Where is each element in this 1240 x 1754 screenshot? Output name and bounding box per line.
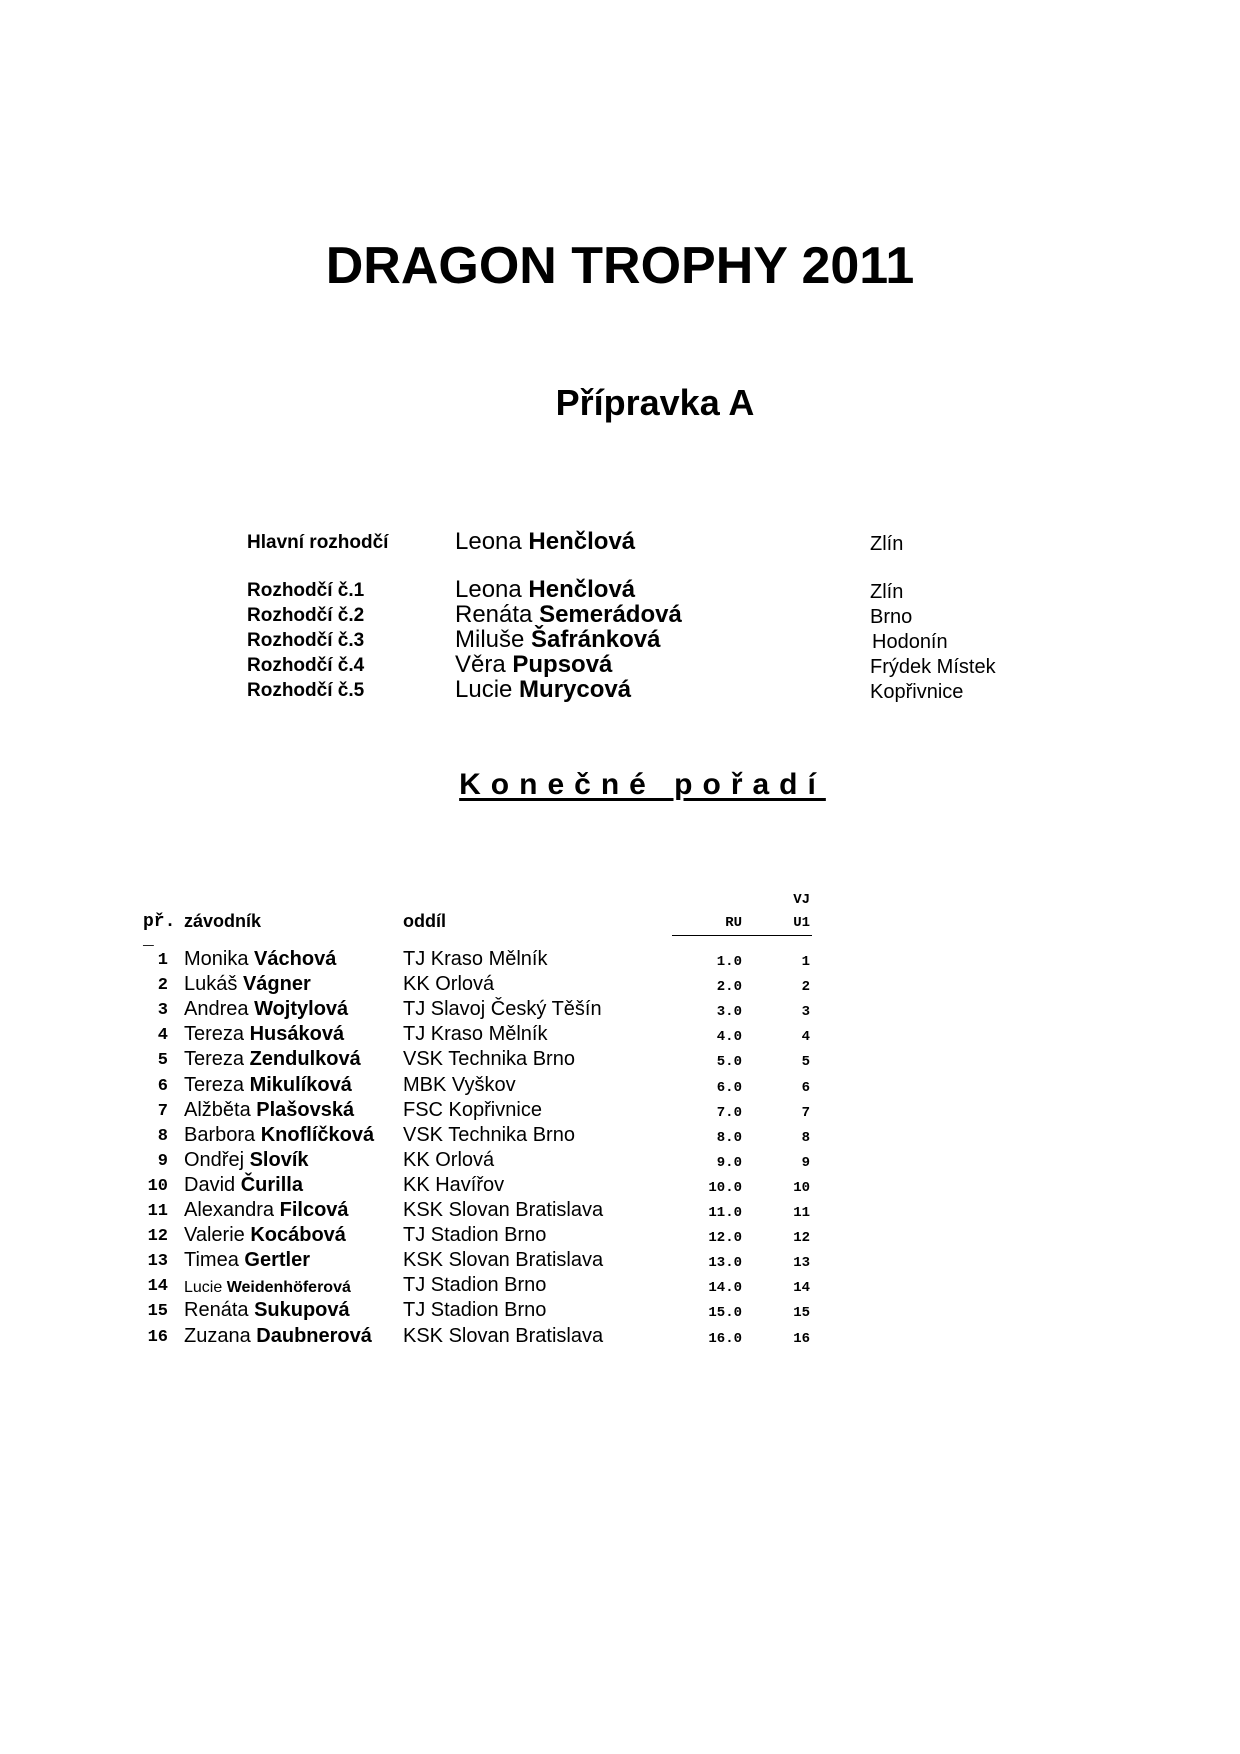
competitor-name <box>184 973 311 996</box>
competitor-name <box>184 1279 351 1297</box>
table-row <box>0 1147 1240 1172</box>
judge-city: Hodonín <box>872 631 948 653</box>
row-rank: 2 <box>157 976 168 996</box>
competitor-last-name: Filcová <box>279 1199 349 1221</box>
competitor-name <box>184 1149 309 1172</box>
competitor-first-name: Lucie <box>184 1279 223 1297</box>
row-rank: 7 <box>157 1101 168 1121</box>
judge-city: Zlín <box>870 533 904 555</box>
ru-score: 3.0 <box>716 1004 742 1021</box>
document-title: DRAGON TROPHY 2011 <box>325 237 915 295</box>
competitor-first-name: David <box>184 1173 236 1196</box>
club-name: KK Orlová <box>403 1148 495 1171</box>
judge-role: Rozhodčí č.4 <box>247 655 365 676</box>
row-rank: 15 <box>147 1302 168 1322</box>
competitor-last-name: Husáková <box>249 1023 345 1046</box>
club-name: VSK Technika Brno <box>403 1123 575 1146</box>
judge-name <box>455 651 612 679</box>
competitor-name <box>184 1325 372 1348</box>
competitor-name <box>184 1174 303 1197</box>
competitor-last-name: Weidenhöferová <box>226 1279 351 1297</box>
ru-score: 11.0 <box>708 1205 742 1221</box>
vj-score: 4 <box>801 1029 810 1046</box>
vj-score: 5 <box>801 1054 810 1071</box>
row-rank: 3 <box>157 1001 168 1021</box>
header-rank-underline: _ <box>143 930 154 950</box>
header-rule <box>672 935 812 936</box>
header-ru: RU <box>725 915 742 931</box>
judge-first-name: Věra <box>455 651 506 678</box>
row-rank: 8 <box>157 1126 168 1146</box>
judge-role: Rozhodčí č.2 <box>247 605 365 626</box>
club-name: TJ Slavoj Český Těšín <box>403 998 602 1021</box>
competitor-last-name: Sukupová <box>254 1299 350 1322</box>
ru-score: 8.0 <box>716 1129 742 1146</box>
judge-last-name: Henčlová <box>528 528 636 555</box>
results-table <box>0 880 1240 1360</box>
competitor-first-name: Alexandra <box>184 1199 275 1221</box>
table-row <box>0 1046 1240 1071</box>
judge-row-1 <box>247 576 1147 604</box>
vj-score: 13 <box>793 1255 810 1272</box>
competitor-first-name: Zuzana <box>184 1324 251 1347</box>
table-row <box>0 1122 1240 1147</box>
judge-city: Kopřivnice <box>870 681 964 703</box>
vj-score: 15 <box>793 1305 810 1322</box>
competitor-last-name: Mikulíková <box>249 1073 352 1096</box>
competitor-name <box>184 998 348 1021</box>
club-name: TJ Kraso Mělník <box>403 1023 548 1046</box>
judge-name <box>455 676 631 704</box>
judge-last-name: Murycová <box>519 676 632 703</box>
table-row <box>0 1072 1240 1097</box>
competitor-last-name: Vágner <box>242 973 311 996</box>
vj-score: 10 <box>793 1179 810 1196</box>
competitor-last-name: Slovík <box>249 1148 309 1171</box>
competitor-first-name: Tereza <box>184 1073 245 1096</box>
ru-score: 13.0 <box>708 1255 742 1272</box>
competitor-last-name: Kocábová <box>250 1224 346 1247</box>
ru-score: 14.0 <box>708 1280 742 1297</box>
vj-score: 11 <box>793 1205 810 1221</box>
table-row <box>0 946 1240 971</box>
table-row <box>0 971 1240 996</box>
row-rank: 14 <box>147 1277 168 1297</box>
vj-score: 14 <box>793 1280 810 1297</box>
club-name: TJ Stadion Brno <box>403 1274 547 1297</box>
final-standings-heading: Konečné pořadí <box>459 768 826 801</box>
table-row <box>0 1247 1240 1272</box>
competitor-name <box>184 1249 310 1272</box>
judge-row-3 <box>247 626 1147 654</box>
judge-city: Frýdek Místek <box>870 656 996 678</box>
club-name: MBK Vyškov <box>403 1073 516 1096</box>
table-row <box>0 1172 1240 1197</box>
vj-score: 6 <box>801 1079 810 1096</box>
competitor-name <box>184 1199 349 1222</box>
section-heading <box>0 768 1240 802</box>
competitor-name <box>184 1023 344 1046</box>
competitor-first-name: Barbora <box>184 1123 256 1146</box>
club-name: TJ Stadion Brno <box>403 1299 547 1322</box>
category-title: Přípravka A <box>555 382 755 423</box>
competitor-name <box>184 948 336 971</box>
competitor-first-name: Tereza <box>184 1048 245 1071</box>
table-row <box>0 1097 1240 1122</box>
table-row <box>0 1272 1240 1297</box>
competitor-last-name: Daubnerová <box>256 1324 372 1347</box>
club-name: KK Havířov <box>403 1173 505 1196</box>
judge-city: Zlín <box>870 581 904 603</box>
competitor-first-name: Alžběta <box>184 1098 251 1121</box>
judge-name <box>455 576 635 604</box>
table-row <box>0 1323 1240 1348</box>
row-rank: 13 <box>147 1252 168 1272</box>
ru-score: 15.0 <box>708 1305 742 1322</box>
competitor-name <box>184 1124 374 1147</box>
ru-score: 2.0 <box>716 979 742 996</box>
club-name: KK Orlová <box>403 973 495 996</box>
judge-first-name: Renáta <box>455 601 533 628</box>
competitor-first-name: Andrea <box>184 998 249 1021</box>
vj-score: 3 <box>801 1004 810 1021</box>
judge-city: Brno <box>870 606 913 628</box>
judge-first-name: Leona <box>455 528 522 555</box>
competitor-first-name: Valerie <box>184 1224 245 1247</box>
ru-score: 6.0 <box>716 1079 742 1096</box>
ru-score: 7.0 <box>716 1104 742 1121</box>
row-rank: 16 <box>147 1327 168 1347</box>
ru-score: 1.0 <box>716 954 742 970</box>
competitor-last-name: Zendulková <box>249 1048 361 1071</box>
club-name: KSK Slovan Bratislava <box>403 1199 604 1221</box>
table-row <box>0 996 1240 1021</box>
competitor-first-name: Renáta <box>184 1299 249 1322</box>
row-rank: 11 <box>147 1202 168 1221</box>
ru-score: 12.0 <box>708 1230 742 1247</box>
club-name: FSC Kopřivnice <box>403 1098 542 1121</box>
judge-name <box>455 626 660 654</box>
competitor-first-name: Timea <box>184 1249 239 1272</box>
judge-row-5 <box>247 676 1147 704</box>
ru-score: 9.0 <box>716 1154 742 1171</box>
ru-score: 4.0 <box>716 1029 742 1046</box>
competitor-name <box>184 1099 354 1122</box>
header-vj-bottom: U1 <box>793 915 810 931</box>
vj-score: 9 <box>801 1154 810 1171</box>
competitor-last-name: Plašovská <box>256 1098 355 1121</box>
row-rank: 5 <box>157 1051 168 1071</box>
judge-first-name: Lucie <box>455 676 513 703</box>
judge-last-name: Henčlová <box>528 576 636 603</box>
vj-score: 12 <box>793 1230 810 1247</box>
competitor-last-name: Gertler <box>244 1249 310 1272</box>
judge-last-name: Šafránková <box>531 626 661 653</box>
row-rank: 12 <box>147 1227 168 1247</box>
table-row <box>0 1222 1240 1247</box>
header-vj-top: VJ <box>793 892 810 908</box>
row-rank: 10 <box>147 1176 168 1196</box>
competitor-first-name: Lukáš <box>184 973 238 996</box>
vj-score: 8 <box>801 1129 810 1146</box>
competitor-name <box>184 1299 350 1322</box>
header-club: oddíl <box>403 911 446 931</box>
judge-role: Hlavní rozhodčí <box>247 532 389 553</box>
row-rank: 4 <box>157 1026 168 1046</box>
competitor-first-name: Monika <box>184 948 249 970</box>
judge-role: Rozhodčí č.3 <box>247 630 365 651</box>
competitor-first-name: Ondřej <box>184 1148 245 1171</box>
competitor-last-name: Váchová <box>254 948 337 970</box>
judge-name <box>455 601 682 629</box>
competitor-name <box>184 1074 352 1097</box>
vj-score: 16 <box>793 1330 810 1347</box>
judge-last-name: Semerádová <box>539 601 682 628</box>
club-name: KSK Slovan Bratislava <box>403 1249 604 1272</box>
judge-role: Rozhodčí č.5 <box>247 680 365 701</box>
judge-name <box>455 528 635 556</box>
table-row <box>0 1021 1240 1046</box>
competitor-last-name: Wojtylová <box>254 998 349 1021</box>
club-name: TJ Stadion Brno <box>403 1224 547 1247</box>
header-competitor: závodník <box>184 911 262 931</box>
judge-last-name: Pupsová <box>512 651 613 678</box>
competitor-name <box>184 1224 346 1247</box>
table-row <box>0 1297 1240 1322</box>
ru-score: 10.0 <box>708 1179 742 1196</box>
club-name: VSK Technika Brno <box>403 1048 575 1071</box>
judge-first-name: Leona <box>455 576 522 603</box>
judge-role: Rozhodčí č.1 <box>247 580 365 601</box>
table-row <box>0 1197 1240 1222</box>
row-rank: 1 <box>157 951 168 970</box>
judge-row-head <box>247 528 1147 556</box>
ru-score: 16.0 <box>708 1330 742 1347</box>
vj-score: 7 <box>801 1104 810 1121</box>
competitor-name <box>184 1048 361 1071</box>
club-name: TJ Kraso Mělník <box>403 948 548 970</box>
judge-row-4 <box>247 651 1147 679</box>
row-rank: 6 <box>157 1076 168 1096</box>
competitor-last-name: Knoflíčková <box>260 1123 375 1146</box>
vj-score: 2 <box>801 979 810 996</box>
judge-row-2 <box>247 601 1147 629</box>
competitor-first-name: Tereza <box>184 1023 245 1046</box>
row-rank: 9 <box>157 1151 168 1171</box>
club-name: KSK Slovan Bratislava <box>403 1324 604 1347</box>
ru-score: 5.0 <box>716 1054 742 1071</box>
header-rank: př. <box>143 912 176 932</box>
competitor-last-name: Čurilla <box>240 1173 303 1196</box>
vj-score: 1 <box>801 954 810 970</box>
judge-first-name: Miluše <box>455 626 525 653</box>
